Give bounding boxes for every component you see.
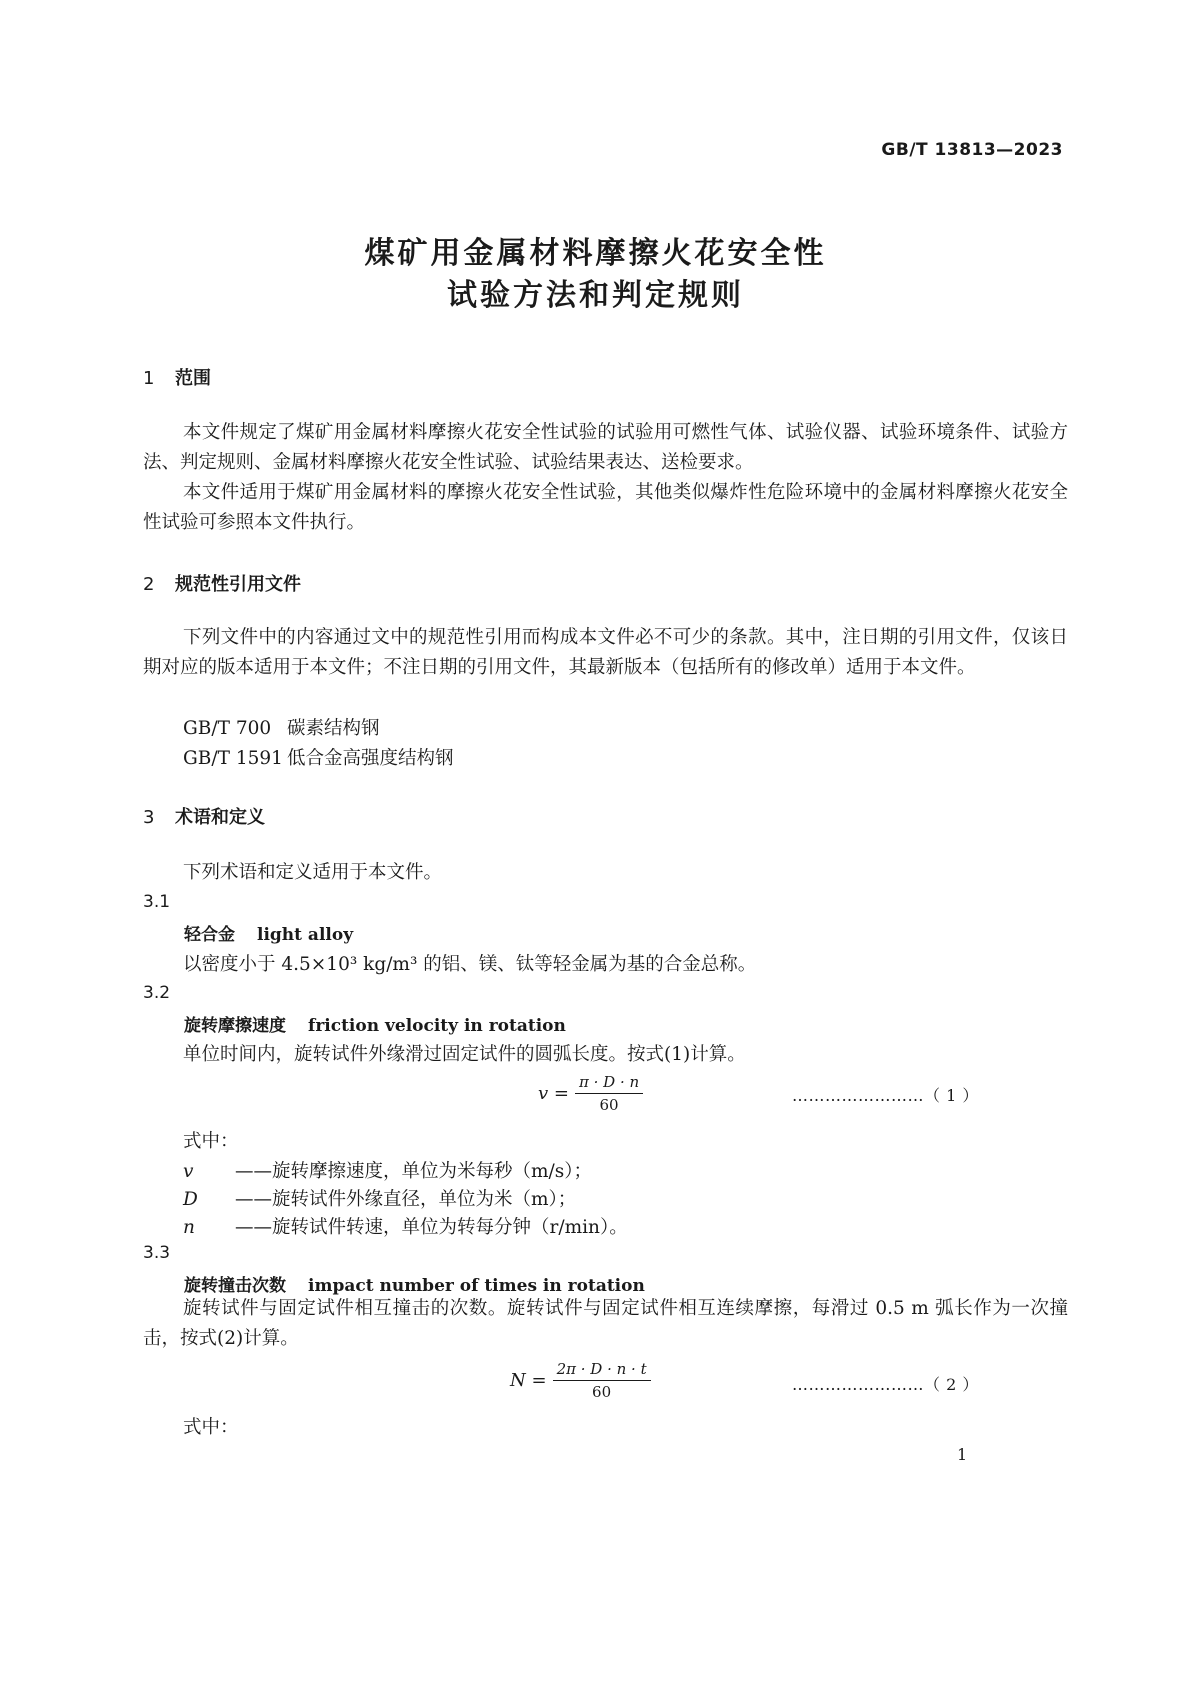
document-title-line-2: 试验方法和判定规则 — [447, 278, 744, 313]
formula-denominator: 60 — [599, 1096, 619, 1114]
section-1-heading — [143, 364, 211, 390]
where-label: 式中： — [183, 1417, 239, 1438]
section-title: 范围 — [175, 368, 211, 389]
symbol: n — [183, 1217, 195, 1238]
formula-fraction — [553, 1360, 651, 1401]
term-zh: 轻合金 — [184, 925, 235, 945]
term-zh: 旋转摩擦速度 — [184, 1016, 286, 1036]
term-3-1-name — [184, 920, 353, 945]
section-3-intro: 下列术语和定义适用于本文件。 — [183, 862, 443, 883]
term-zh: 旋转撞击次数 — [184, 1276, 286, 1296]
equation-number-2: ……………………（ 2 ） — [792, 1375, 979, 1394]
where-label: 式中： — [183, 1131, 239, 1152]
section-number: 2 — [143, 574, 155, 595]
reference-title: 低合金高强度结构钢 — [287, 748, 454, 769]
section-3-heading — [143, 803, 265, 829]
term-en: impact number of times in rotation — [308, 1276, 645, 1296]
formula-numerator: π · D · n — [575, 1073, 643, 1094]
page-number: 1 — [957, 1445, 968, 1464]
term-number-3-1: 3.1 — [143, 892, 171, 912]
formula-denominator: 60 — [592, 1383, 612, 1401]
normative-reference — [183, 744, 454, 770]
equation-number-1: ……………………（ 1 ） — [792, 1086, 979, 1105]
document-title-line-1: 煤矿用金属材料摩擦火花安全性 — [364, 236, 827, 271]
formula-2 — [510, 1360, 651, 1401]
formula-lhs: N = — [510, 1370, 547, 1391]
term-en: friction velocity in rotation — [308, 1016, 566, 1036]
term-number-3-2: 3.2 — [143, 983, 171, 1003]
term-3-2-name — [184, 1011, 566, 1036]
symbol: D — [183, 1189, 198, 1210]
section-title: 规范性引用文件 — [175, 574, 301, 595]
formula-numerator: 2π · D · n · t — [553, 1360, 651, 1381]
symbol-description: ——旋转试件转速，单位为转每分钟（r/min）。 — [235, 1217, 628, 1238]
term-en: light alloy — [257, 925, 354, 945]
symbol-definition — [183, 1213, 628, 1239]
term-3-3-definition: 旋转试件与固定试件相互撞击的次数。旋转试件与固定试件相互连续摩擦，每滑过 0.5 m 弧长作为一次撞击，按式(2)计算。 — [143, 1298, 1069, 1349]
symbol-description: ——旋转摩擦速度，单位为米每秒（m/s）； — [235, 1161, 593, 1182]
term-3-1-definition: 以密度小于 4.5×10³ kg/m³ 的铝、镁、钛等轻金属为基的合金总称。 — [183, 954, 757, 975]
section-number: 3 — [143, 807, 155, 828]
reference-code: GB/T 1591 — [183, 748, 283, 769]
symbol: v — [183, 1161, 194, 1182]
section-2-heading — [143, 570, 301, 596]
reference-title: 碳素结构钢 — [287, 718, 380, 739]
formula-lhs: v = — [538, 1083, 569, 1104]
section-title: 术语和定义 — [175, 807, 265, 828]
normative-reference — [183, 714, 380, 740]
term-number-3-3: 3.3 — [143, 1243, 171, 1263]
section-1-paragraph-2: 本文件适用于煤矿用金属材料的摩擦火花安全性试验，其他类似爆炸性危险环境中的金属材料摩擦火花安全性试验可参照本文件执行。 — [143, 482, 1068, 533]
symbol-definition — [183, 1157, 592, 1183]
symbol-description: ——旋转试件外缘直径，单位为米（m）； — [235, 1189, 577, 1210]
symbol-definition — [183, 1185, 576, 1211]
standard-number: GB/T 13813—2023 — [881, 140, 1063, 160]
term-3-2-definition: 单位时间内，旋转试件外缘滑过固定试件的圆弧长度。按式(1)计算。 — [183, 1044, 746, 1065]
section-number: 1 — [143, 368, 155, 389]
reference-code: GB/T 700 — [183, 718, 272, 739]
formula-1 — [538, 1073, 643, 1114]
section-1-paragraph-1: 本文件规定了煤矿用金属材料摩擦火花安全性试验的试验用可燃性气体、试验仪器、试验环境条件、试验方法、判定规则、金属材料摩擦火花安全性试验、试验结果表达、送检要求。 — [143, 422, 1068, 473]
term-3-3-name — [184, 1271, 645, 1296]
formula-fraction — [575, 1073, 643, 1114]
section-2-paragraph-1: 下列文件中的内容通过文中的规范性引用而构成本文件必不可少的条款。其中，注日期的引用文件，仅该日期对应的版本适用于本文件；不注日期的引用文件，其最新版本（包括所有的修改单）适用于本文件。 — [143, 627, 1068, 678]
